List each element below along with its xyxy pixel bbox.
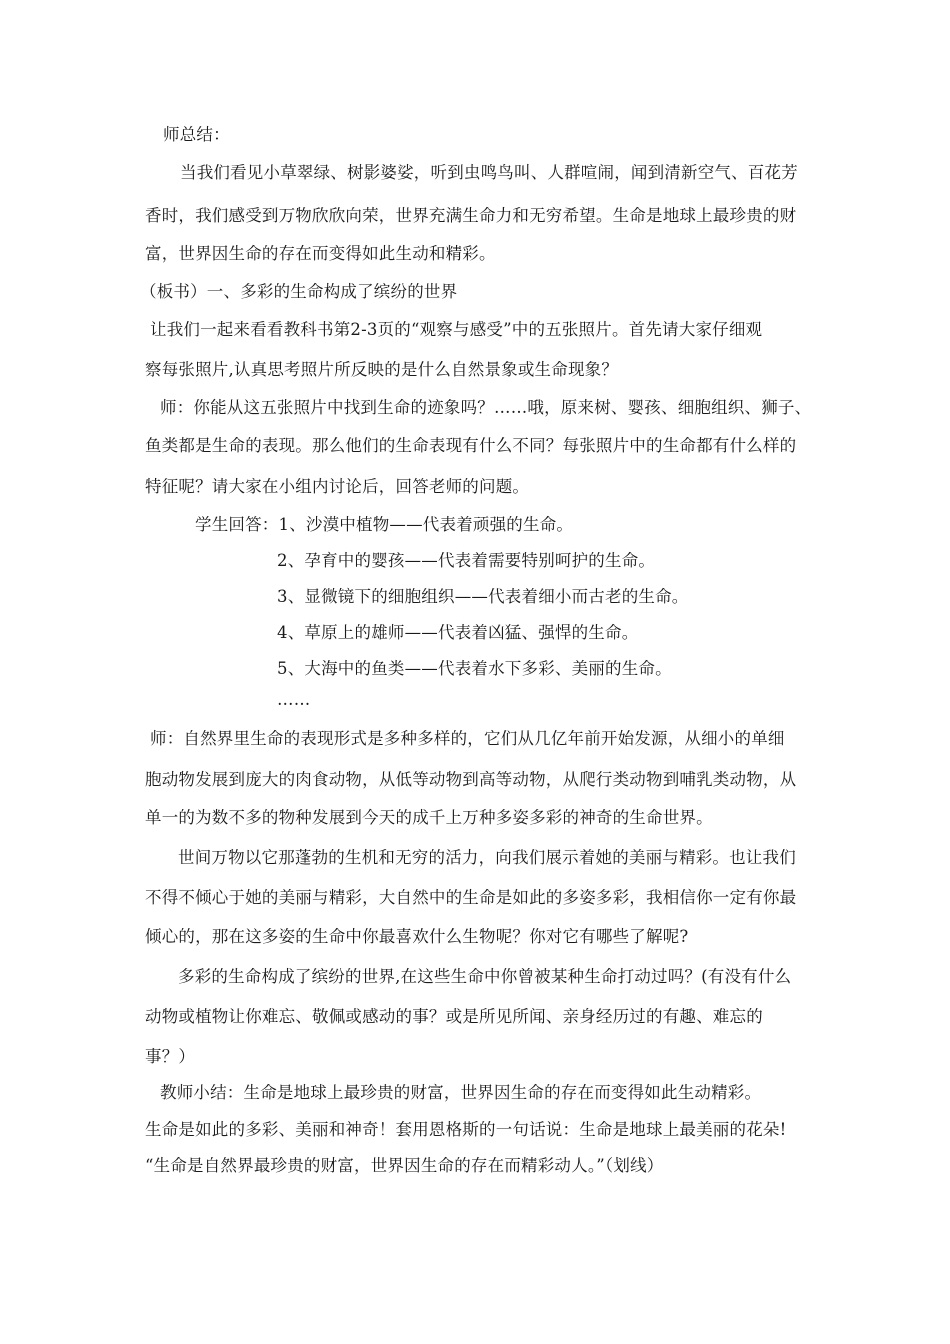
paragraph-line: 鱼类都是生命的表现。那么他们的生命表现有什么不同？每张照片中的生命都有什么样的 (145, 436, 797, 455)
paragraph-line: 香时，我们感受到万物欣欣向荣，世界充满生命力和无穷希望。生命是地球上最珍贵的财 (145, 206, 797, 225)
list-item: 4、草原上的雄师——代表着凶猛、强悍的生命。 (277, 623, 639, 642)
paragraph-line: 动物或植物让你难忘、敬佩或感动的事？或是所见所闻、亲身经历过的有趣、难忘的 (145, 1007, 763, 1026)
section-heading: （板书）一、多彩的生命构成了缤纷的世界 (140, 282, 458, 301)
paragraph-line: 多彩的生命构成了缤纷的世界,在这些生命中你曾被某种生命打动过吗？(有没有什么 (178, 967, 792, 986)
paragraph-line: 事？） (145, 1047, 196, 1066)
paragraph-line: 单一的为数不多的物种发展到今天的成千上万种多姿多彩的神奇的生命世界。 (145, 808, 713, 827)
paragraph-line: 不得不倾心于她的美丽与精彩，大自然中的生命是如此的多姿多彩，我相信你一定有你最 (145, 888, 797, 907)
paragraph-line: 世间万物以它那蓬勃的生机和无穷的活力，向我们展示着她的美丽与精彩。也让我们 (178, 848, 796, 867)
paragraph-line: 富，世界因生命的存在而变得如此生动和精彩。 (145, 244, 496, 263)
paragraph-line: 察每张照片,认真思考照片所反映的是什么自然景象或生命现象？ (145, 360, 619, 379)
list-ellipsis: …… (277, 690, 311, 709)
paragraph-line: 特征呢？请大家在小组内讨论后，回答老师的问题。 (145, 477, 530, 496)
paragraph-line: 师：自然界里生命的表现形式是多种多样的，它们从几亿年前开始发源，从细小的单细 (150, 729, 785, 748)
list-item: 学生回答：1、沙漠中植物——代表着顽强的生命。 (195, 515, 574, 534)
paragraph-line: 让我们一起来看看教科书第2-3页的“观察与感受”中的五张照片。首先请大家仔细观 (150, 320, 763, 339)
list-item: 5、大海中的鱼类——代表着水下多彩、美丽的生命。 (277, 659, 672, 678)
paragraph-line: 师：你能从这五张照片中找到生命的迹象吗？……哦，原来树、婴孩、细胞组织、狮子、 (160, 398, 812, 417)
paragraph-line: 倾心的，那在这多姿的生命中你最喜欢什么生物呢？你对它有哪些了解呢? (145, 927, 689, 946)
list-item: 2、孕育中的婴孩——代表着需要特别呵护的生命。 (277, 551, 656, 570)
paragraph-line: 教师小结：生命是地球上最珍贵的财富，世界因生命的存在而变得如此生动精彩。 (160, 1083, 762, 1102)
paragraph-line: 胞动物发展到庞大的肉食动物，从低等动物到高等动物，从爬行类动物到哺乳类动物，从 (145, 770, 797, 789)
list-item: 3、显微镜下的细胞组织——代表着细小而古老的生命。 (277, 587, 689, 606)
paragraph-line: 生命是如此的多彩、美丽和神奇！套用恩格斯的一句话说：生命是地球上最美丽的花朵! (145, 1120, 787, 1139)
paragraph-line: 当我们看见小草翠绿、树影婆娑，听到虫鸣鸟叫、人群喧闹，闻到清新空气、百花芳 (180, 163, 798, 182)
paragraph-line: 师总结： (163, 125, 230, 144)
paragraph-line: “生命是自然界最珍贵的财富，世界因生命的存在而精彩动人。”（划线） (145, 1156, 664, 1175)
